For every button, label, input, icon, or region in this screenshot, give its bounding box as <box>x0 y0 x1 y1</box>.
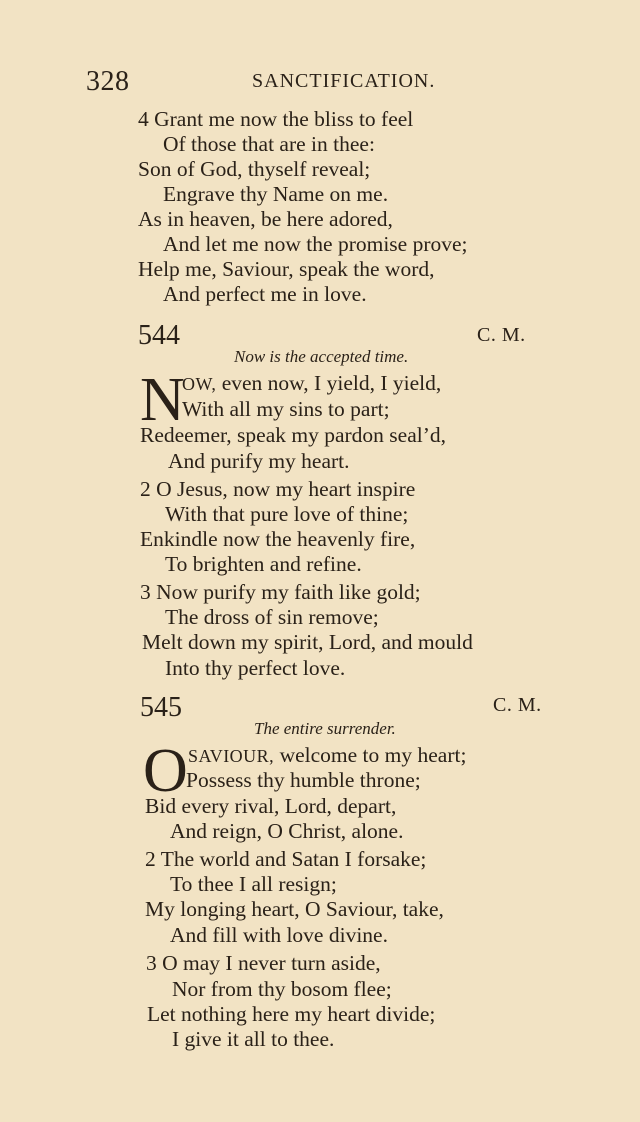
drop-cap: N <box>140 366 185 434</box>
verse-line: And reign, O Christ, alone. <box>170 819 404 843</box>
verse-line: Of those that are in thee: <box>163 132 375 156</box>
verse-line: And fill with love divine. <box>170 923 388 947</box>
verse-line: And purify my heart. <box>168 449 350 473</box>
verse-line: I give it all to thee. <box>172 1027 335 1051</box>
verse-line: And let me now the promise prove; <box>163 232 468 256</box>
hymn-title: Now is the accepted time. <box>234 347 409 366</box>
verse-line: Melt down my spirit, Lord, and mould <box>142 630 473 654</box>
verse-line: With that pure love of thine; <box>165 502 409 526</box>
first-line-rest: welcome to my heart; <box>274 743 467 767</box>
verse-line: 3 O may I never turn aside, <box>146 951 381 975</box>
page-number: 328 <box>86 66 130 97</box>
verse-line: Redeemer, speak my pardon seal’d, <box>140 423 446 447</box>
verse-line: 3 Now purify my faith like gold; <box>140 580 421 604</box>
verse-line: As in heaven, be here adored, <box>138 207 393 231</box>
hymn-number: 545 <box>140 692 182 723</box>
verse-line: Nor from thy bosom flee; <box>172 977 392 1001</box>
first-line <box>182 371 441 396</box>
verse-line: Possess thy humble throne; <box>186 768 421 792</box>
hymn-number: 544 <box>138 320 180 351</box>
first-line-rest: even now, I yield, I yield, <box>216 371 442 395</box>
verse-line: 4 Grant me now the bliss to feel <box>138 107 414 131</box>
hymn-title: The entire surrender. <box>254 719 396 738</box>
verse-line: 2 O Jesus, now my heart inspire <box>140 477 416 501</box>
verse-line: Into thy perfect love. <box>165 656 346 680</box>
verse-line: The dross of sin remove; <box>165 605 379 629</box>
first-line-caps: OW, <box>182 374 217 394</box>
hymn-meter: C. M. <box>477 324 526 346</box>
verse-line: 2 The world and Satan I forsake; <box>145 847 427 871</box>
verse-line: Bid every rival, Lord, depart, <box>145 794 397 818</box>
verse-line: Let nothing here my heart divide; <box>147 1002 436 1026</box>
verse-line: With all my sins to part; <box>182 397 390 421</box>
verse-line: To brighten and refine. <box>165 552 362 576</box>
verse-line: Engrave thy Name on me. <box>163 182 389 206</box>
first-line-caps: SAVIOUR, <box>188 746 275 766</box>
drop-cap: O <box>143 737 188 805</box>
verse-line: And perfect me in love. <box>163 282 367 306</box>
verse-line: Son of God, thyself reveal; <box>138 157 371 181</box>
verse-line: My longing heart, O Saviour, take, <box>145 897 444 921</box>
verse-line: Enkindle now the heavenly fire, <box>140 527 416 551</box>
running-title: SANCTIFICATION. <box>252 70 436 92</box>
verse-line: To thee I all resign; <box>170 872 337 896</box>
verse-line: Help me, Saviour, speak the word, <box>138 257 435 281</box>
first-line <box>188 743 466 768</box>
hymn-meter: C. M. <box>493 694 542 716</box>
